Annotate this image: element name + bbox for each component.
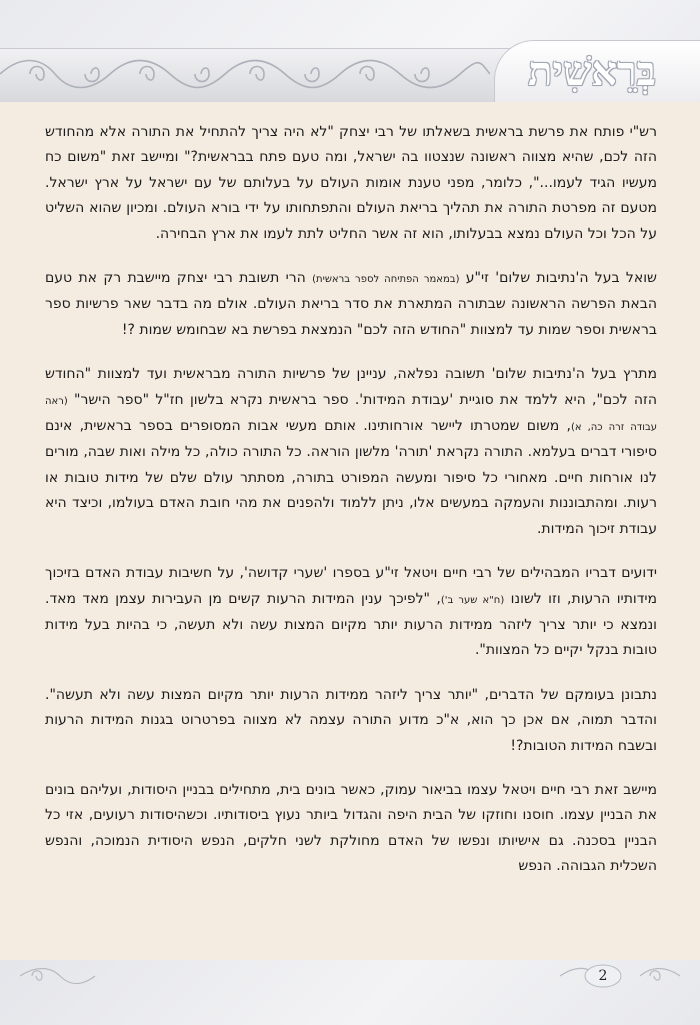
paragraph [45,120,657,247]
book-title: בְּרֵאשִׁית [528,48,656,95]
paragraph-text: ידועים דבריו המבהילים של רבי חיים ויטאל זי"ע בספרו 'שערי קדושה', על חשיבות עבודת האדם בזיכוך מידותיו הרעות, וזו לשונו [45,565,657,607]
body-text [45,120,657,899]
paragraph-text: רש"י פותח את פרשת בראשית בשאלתו של רבי יצחק "לא היה צריך להתחיל את התורה אלא מהחודש הזה לכם, שהיא מצווה ראשונה שנצטוו בה ישראל, ומה טעם פתח בבראשית?" ומיישב זאת "משום כח מעשיו הגיד לעמו...", כלומר, מפני טענת אומות העולם על בעלותם של עם ישראל על ארץ ישראל. מטעם זה מפרטת התורה את תהליך בריאת העולם והתפתחותו על ידי בורא העולם. ומכיון שהוא השליט על הכל וכל העולם נמצא בבעלותו, הוא זה אשר החליט לתת לעמו את ארץ הבחירה. [45,124,657,242]
source-reference: (ראה עבודה זרה כה, א) [45,395,657,434]
source-reference: (ח"א שער ב') [440,594,505,606]
paragraph [45,778,657,880]
paragraph-text: נתבונן בעומקם של הדברים, "יותר צריך ליזהר ממידות הרעות יותר מקיום המצות עשה ולא תעשה". והדבר תמוה, אם אכן כך הוא, א"כ מדוע התורה עצמה לא מצווה בפרטרוט בגנות המידות הרעות ובשבח המידות הטובות?! [45,686,657,754]
source-reference: (במאמר הפתיחה לספר בראשית) [312,274,460,286]
scroll-ornament-icon [0,52,490,96]
paragraph [45,266,657,343]
paragraph [45,683,657,759]
page-number: 2 [598,968,608,984]
paragraph-text: , "לפיכך ענין המידות הרעות קשים מן העבירות עצמן מאד מאד. ונמצא כי יותר צריך ליזהר ממידות הרעות יותר מקיום המצות עשה ולא תעשה, כי בהיות בעל מידות טובות בנקל יקיים כל המצוות". [45,590,657,659]
paragraph [45,362,657,542]
paragraph [45,561,657,664]
paragraph-text: שואל בעל ה'נתיבות שלום' זי"ע [459,270,657,287]
paragraph-text: , משום שמטרתו ליישר אורחותינו. אותם מעשי אבות המסופרים בספר בראשית, אינם סיפורי דברים בעלמא. התורה נקראת 'תורה' מלשון הוראה. כל התורה כולה, כל מילה ואות שבה, מורים לנו אורחות חיים. מאחורי כל סיפור ומעשה המפורט בתורה, מסתתר עולם שלם של מידות טובות או רעות. ומהתבוננות והעמקה במעשים אלו, ניתן ללמוד ולהפנים את מהי חובת האדם בעולמו, וכיצד היא עבודת זיכוך המידות. [45,418,657,537]
paragraph-text: מתרץ בעל ה'נתיבות שלום' תשובה נפלאה, עניינן של פרשיות התורה מבראשית ועד למצוות "החודש הזה לכם", היא ללמד את סוגיית 'עבודת המידות'. ספר בראשית נקרא בלשון חז"ל "ספר הישר" [45,366,657,408]
paragraph-text: מיישב זאת רבי חיים ויטאל עצמו בביאור עמוק, כאשר בונים בית, מתחילים בבניין היסודות, ועליהם בונים את הבניין עצמו. חוסנו וחוזקו של הבית היפה והגדול ביותר נעוץ ביסודותיו. וכשהיסודות רעועים, אזי כל הבניין בסכנה. גם אישיותו ונפשו של האדם מחולקת לשני חלקים, הנפש היסודית הנמוכה, והנפש השכלית הגבוהה. הנפש [45,781,657,875]
footer-scroll-ornament-icon [20,962,680,990]
paragraph-text: הרי תשובת רבי יצחק מיישבת רק את טעם הבאת הפרשה הראשונה שבתורה המתארת את סדר בריאת העולם. אולם מה בדבר שאר פרשיות ספר בראשית וספר שמות עד למצוות "החודש הזה לכם" הנמצאת בפרשת בא שבחומש שמות ?! [45,270,657,338]
